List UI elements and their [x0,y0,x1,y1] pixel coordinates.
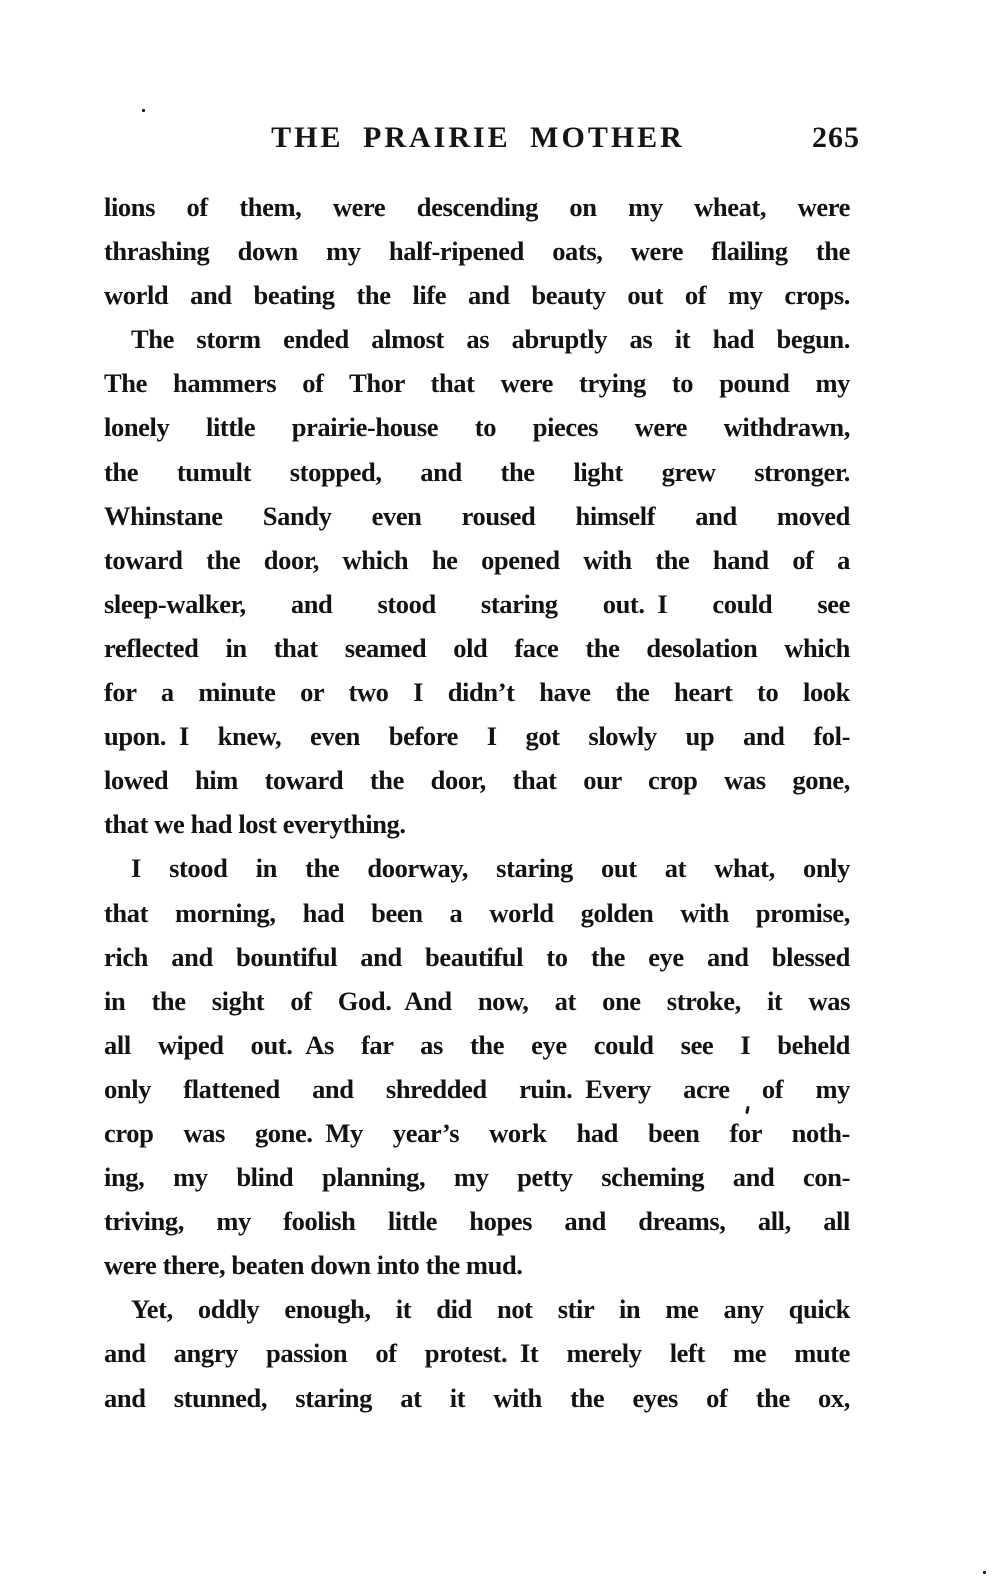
text-line: lowed him toward the door, that our crop was gone, [104,765,850,796]
text-line: in the sight of God. And now, at one stroke, it was [104,985,850,1016]
text-line: were there, beaten down into the mud. [104,1250,523,1281]
text-line: and angry passion of protest. It merely left me mute [104,1338,850,1369]
text-line: lions of them, were descending on my wheat, were [104,192,850,222]
scan-speck [142,109,145,112]
text-line: lonely little prairie-house to pieces were withdrawn, [104,412,850,443]
text-line: Whinstane Sandy even roused himself and moved [104,500,850,531]
text-line: world and beating the life and beauty out of my crops. [104,280,850,311]
text-line: ing, my blind planning, my petty scheming and con- [104,1162,850,1193]
running-head [104,121,860,157]
scan-speck [983,1571,986,1574]
text-line: The hammers of Thor that were trying to pound my [104,368,850,399]
text-line: Yet, oddly enough, it did not stir in me any quick [131,1294,850,1325]
text-line: thrashing down my half-ripened oats, were flailing the [104,236,850,267]
text-line: crop was gone. My year’s work had been for noth- [104,1117,850,1148]
text-line: for a minute or two I didn’t have the heart to look [104,677,850,708]
text-line: reflected in that seamed old face the desolation which [104,632,850,663]
text-line: rich and bountiful and beautiful to the eye and blessed [104,941,850,972]
text-line: The storm ended almost as abruptly as it had begun. [131,324,850,355]
text-line: triving, my foolish little hopes and dreams, all, all [104,1206,850,1237]
text-line: that we had lost everything. [104,809,406,840]
page-number: 265 [812,121,860,154]
text-line: I stood in the doorway, staring out at what, only [131,853,850,884]
text-line: only flattened and shredded ruin. Every acre of my [104,1073,850,1104]
text-line: and stunned, staring at it with the eyes of the ox, [104,1382,850,1413]
text-line: upon. I knew, even before I got slowly up and fol- [104,721,850,752]
running-head-title: THE PRAIRIE MOTHER [271,121,685,154]
text-line: toward the door, which he opened with the hand of a [104,544,850,575]
page-body-text [104,185,850,1420]
text-line: sleep-walker, and stood staring out. I could see [104,588,850,619]
text-line: all wiped out. As far as the eye could see I beheld [104,1029,850,1060]
text-line: the tumult stopped, and the light grew stronger. [104,456,850,487]
text-line: that morning, had been a world golden with promise, [104,897,850,928]
